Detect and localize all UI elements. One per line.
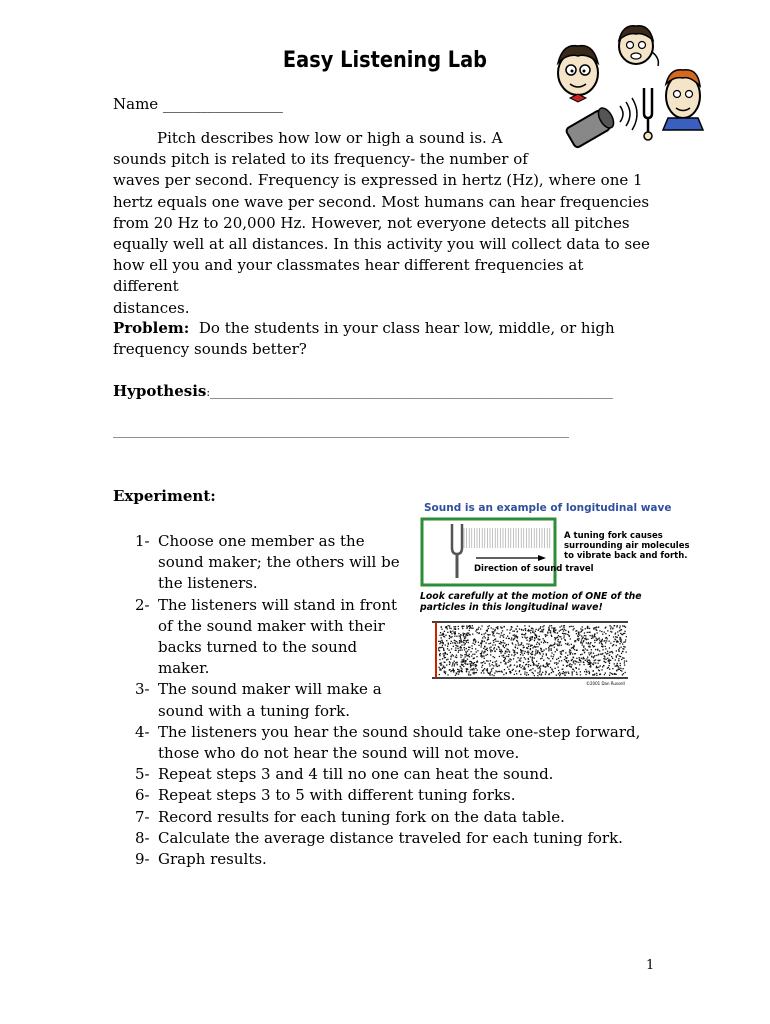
problem-text: frequency sounds better? bbox=[113, 340, 307, 359]
problem-label: Problem: bbox=[113, 319, 190, 337]
step-text: of the sound maker with their bbox=[158, 616, 385, 635]
step-line bbox=[113, 701, 653, 722]
experiment-label: Experiment: bbox=[113, 487, 216, 505]
step-line bbox=[113, 679, 653, 700]
step-text: The listeners you hear the sound should take one-step forward, bbox=[158, 722, 641, 741]
step-number: 5- bbox=[135, 765, 150, 784]
step-line bbox=[113, 743, 653, 764]
step-number bbox=[113, 616, 158, 637]
step-line bbox=[113, 531, 653, 552]
intro-line: sounds pitch is related to its frequency- the number of bbox=[113, 150, 528, 169]
step-line bbox=[113, 764, 653, 785]
step-text: those who do not hear the sound will not move. bbox=[158, 744, 520, 763]
step-text: sound with a tuning fork. bbox=[158, 701, 351, 720]
step-number bbox=[113, 658, 158, 679]
step-number bbox=[113, 701, 158, 722]
step-line bbox=[113, 595, 653, 616]
direction-label: Direction of sound travel bbox=[474, 564, 594, 574]
step-number: 4- bbox=[135, 722, 150, 741]
intro-line: equally well at all distances. In this activity you will collect data to see bbox=[113, 235, 650, 254]
intro-paragraph bbox=[113, 128, 653, 319]
problem-section bbox=[113, 318, 653, 360]
step-number: 2- bbox=[135, 595, 150, 614]
intro-line: waves per second. Frequency is expressed in hertz (Hz), where one 1 bbox=[113, 171, 643, 190]
step-text: Repeat steps 3 and 4 till no one can heat the sound. bbox=[158, 765, 554, 784]
step-text: Choose one member as the bbox=[158, 532, 365, 550]
hypothesis-blank-line: ______________________________________________________________________________________ bbox=[113, 425, 569, 438]
intro-line: from 20 Hz to 20,000 Hz. However, not everyone detects all pitches bbox=[113, 213, 630, 232]
step-text: maker. bbox=[158, 659, 210, 678]
step-text: Repeat steps 3 to 5 with different tuning forks. bbox=[158, 786, 516, 805]
intro-line: distances. bbox=[113, 298, 190, 317]
step-text: sound maker; the others will be bbox=[158, 553, 400, 572]
step-number: 6- bbox=[135, 786, 150, 805]
step-text: The sound maker will make a bbox=[158, 680, 382, 699]
look-caption-line: particles in this longitudinal wave! bbox=[420, 602, 603, 613]
step-line bbox=[113, 658, 653, 679]
intro-line: hertz equals one wave per second. Most humans can hear frequencies bbox=[113, 192, 650, 211]
step-number bbox=[113, 743, 158, 764]
step-text: Calculate the average distance traveled for each tuning fork. bbox=[158, 828, 623, 847]
cartoon-face-top bbox=[619, 26, 658, 66]
step-line bbox=[113, 807, 653, 828]
sound-wave-icon bbox=[626, 102, 630, 126]
step-text: backs turned to the sound bbox=[158, 638, 358, 657]
diagram-title: Sound is an example of longitudinal wave bbox=[424, 502, 672, 514]
hypothesis-section bbox=[113, 382, 613, 400]
cartoon-face-right bbox=[663, 70, 703, 130]
step-number bbox=[113, 637, 158, 658]
cartoon-face-left bbox=[558, 46, 598, 102]
step-text: The listeners will stand in front bbox=[158, 595, 398, 614]
step-number: 1- bbox=[135, 532, 150, 550]
step-number bbox=[113, 552, 158, 573]
page-title: Easy Listening Lab bbox=[282, 48, 488, 73]
step-number: 8- bbox=[135, 828, 150, 847]
step-line bbox=[113, 573, 653, 594]
step-number: 9- bbox=[135, 850, 150, 869]
fork-caption-line: to vibrate back and forth. bbox=[564, 551, 688, 561]
look-caption-line: Look carefully at the motion of ONE of the bbox=[420, 591, 642, 602]
fork-caption-line: surrounding air molecules bbox=[564, 541, 690, 551]
step-text: Record results for each tuning fork on the data table. bbox=[158, 807, 565, 826]
credit-text: ©2001 Dan Russell bbox=[586, 681, 625, 686]
fork-caption-line: A tuning fork causes bbox=[564, 531, 663, 541]
step-line bbox=[113, 828, 653, 849]
step-line bbox=[113, 616, 653, 637]
sound-wave-icon bbox=[632, 98, 637, 130]
sound-wave-icon bbox=[620, 106, 623, 122]
step-text: Graph results. bbox=[158, 850, 267, 869]
step-line bbox=[113, 849, 653, 870]
step-number: 7- bbox=[135, 807, 150, 826]
experiment-steps-list bbox=[113, 531, 653, 870]
problem-text: Do the students in your class hear low, middle, or high bbox=[198, 319, 615, 337]
intro-line: Pitch describes how low or high a sound is. A bbox=[157, 129, 503, 147]
step-number bbox=[113, 573, 158, 594]
intro-line: how ell you and your classmates hear different frequencies at different bbox=[113, 256, 584, 296]
step-line bbox=[113, 637, 653, 658]
step-line bbox=[113, 785, 653, 806]
step-line bbox=[113, 552, 653, 573]
hypothesis-label: Hypothesis bbox=[113, 382, 207, 400]
step-text: the listeners. bbox=[158, 574, 258, 593]
step-number: 3- bbox=[135, 680, 150, 699]
name-field-line: Name ________________ bbox=[113, 95, 283, 113]
hypothesis-blank-line: :____________________________________________________________________________ bbox=[206, 386, 613, 399]
page-number: 1 bbox=[646, 958, 655, 973]
step-line bbox=[113, 722, 653, 743]
